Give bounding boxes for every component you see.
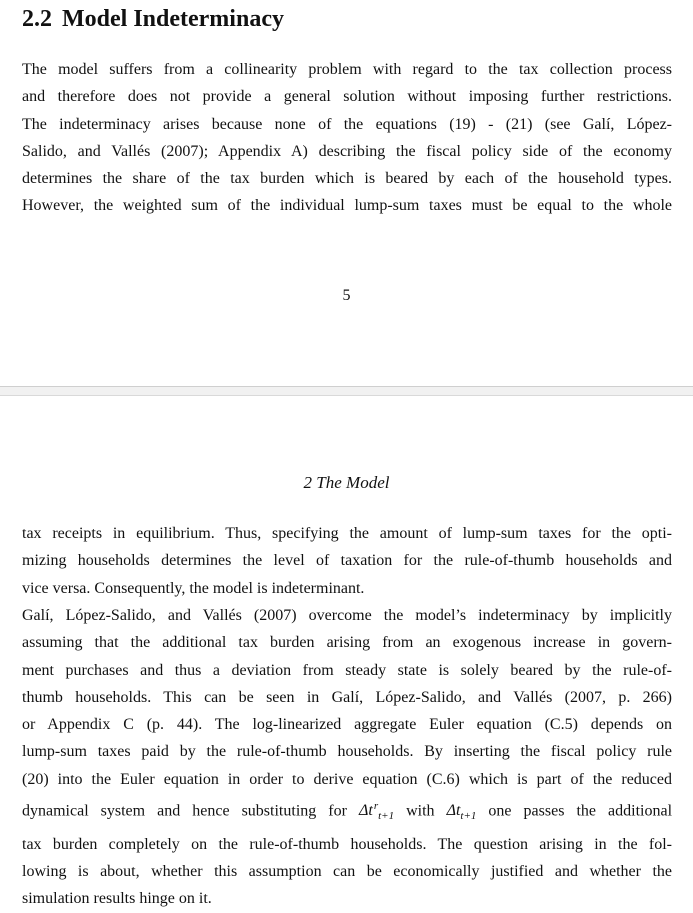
- section-title: Model Indeterminacy: [62, 6, 284, 32]
- text-line: and therefore does not provide a general solution without imposing further restrictions.: [22, 88, 672, 106]
- text-fragment: one passes the additional: [476, 802, 673, 820]
- text-line: ment purchases and thus a deviation from steady state is solely beared by the rule-of-: [22, 661, 672, 679]
- section-heading: [22, 4, 284, 34]
- text-line: (20) into the Euler equation in order to derive equation (C.6) which is part of the reduced: [22, 770, 672, 788]
- text-fragment: dynamical system and hence substituting for: [22, 802, 359, 820]
- text-line: lump-sum taxes paid by the rule-of-thumb households. By inserting the fiscal policy rule: [22, 743, 672, 761]
- page-separator: [0, 386, 693, 396]
- text-line: Galí, López-Salido, and Vallés (2007) overcome the model’s indeterminacy by implicitly: [22, 607, 672, 624]
- math-superscript: r: [373, 800, 379, 813]
- text-line: thumb households. This can be seen in Galí, López-Salido, and Vallés (2007, p. 266): [22, 688, 672, 706]
- text-line: simulation results hinge on it.: [22, 890, 212, 908]
- paragraph-model-indeterminacy: [22, 56, 672, 220]
- text-line: However, the weighted sum of the individual lump-sum taxes must be equal to the whole: [22, 197, 672, 215]
- text-line-with-math: [22, 793, 672, 831]
- paragraph-continuation: [22, 520, 672, 602]
- math-subscript: t+1: [460, 810, 477, 823]
- text-fragment: with: [394, 802, 447, 820]
- text-line: lowing is about, whether this assumption can be economically justified and whether the: [22, 863, 672, 881]
- math-symbol: Δt: [358, 802, 373, 820]
- running-header: 2 The Model: [303, 473, 390, 492]
- paragraph-gali-assumption: [22, 602, 672, 913]
- text-line: The indeterminacy arises because none of the equations (19) - (21) (see Galí, López-: [22, 115, 672, 133]
- page-5: [0, 0, 693, 386]
- math-subscript: t+1: [378, 810, 395, 823]
- section-number: 2.2: [22, 6, 52, 32]
- math-delta-t-r: [358, 800, 395, 823]
- text-line: determines the share of the tax burden which is beared by each of the household types.: [22, 170, 672, 188]
- math-delta-t: [446, 802, 477, 823]
- text-line: tax burden completely on the rule-of-thumb households. The question arising in the fol-: [22, 835, 672, 853]
- page-number: 5: [342, 287, 351, 304]
- text-line: assuming that the additional tax burden arising from an exogenous increase in govern-: [22, 634, 672, 652]
- text-line: Salido, and Vallés (2007); Appendix A) describing the fiscal policy side of the economy: [22, 142, 672, 160]
- text-line: mizing households determines the level of taxation for the rule-of-thumb households and: [22, 552, 672, 570]
- text-line: vice versa. Consequently, the model is indeterminant.: [22, 579, 365, 597]
- text-line: The model suffers from a collinearity problem with regard to the tax collection process: [22, 61, 672, 78]
- text-line: tax receipts in equilibrium. Thus, specifying the amount of lump-sum taxes for the opti-: [22, 525, 672, 542]
- math-symbol: Δt: [446, 802, 461, 820]
- text-line: or Appendix C (p. 44). The log-linearized aggregate Euler equation (C.5) depends on: [22, 716, 672, 734]
